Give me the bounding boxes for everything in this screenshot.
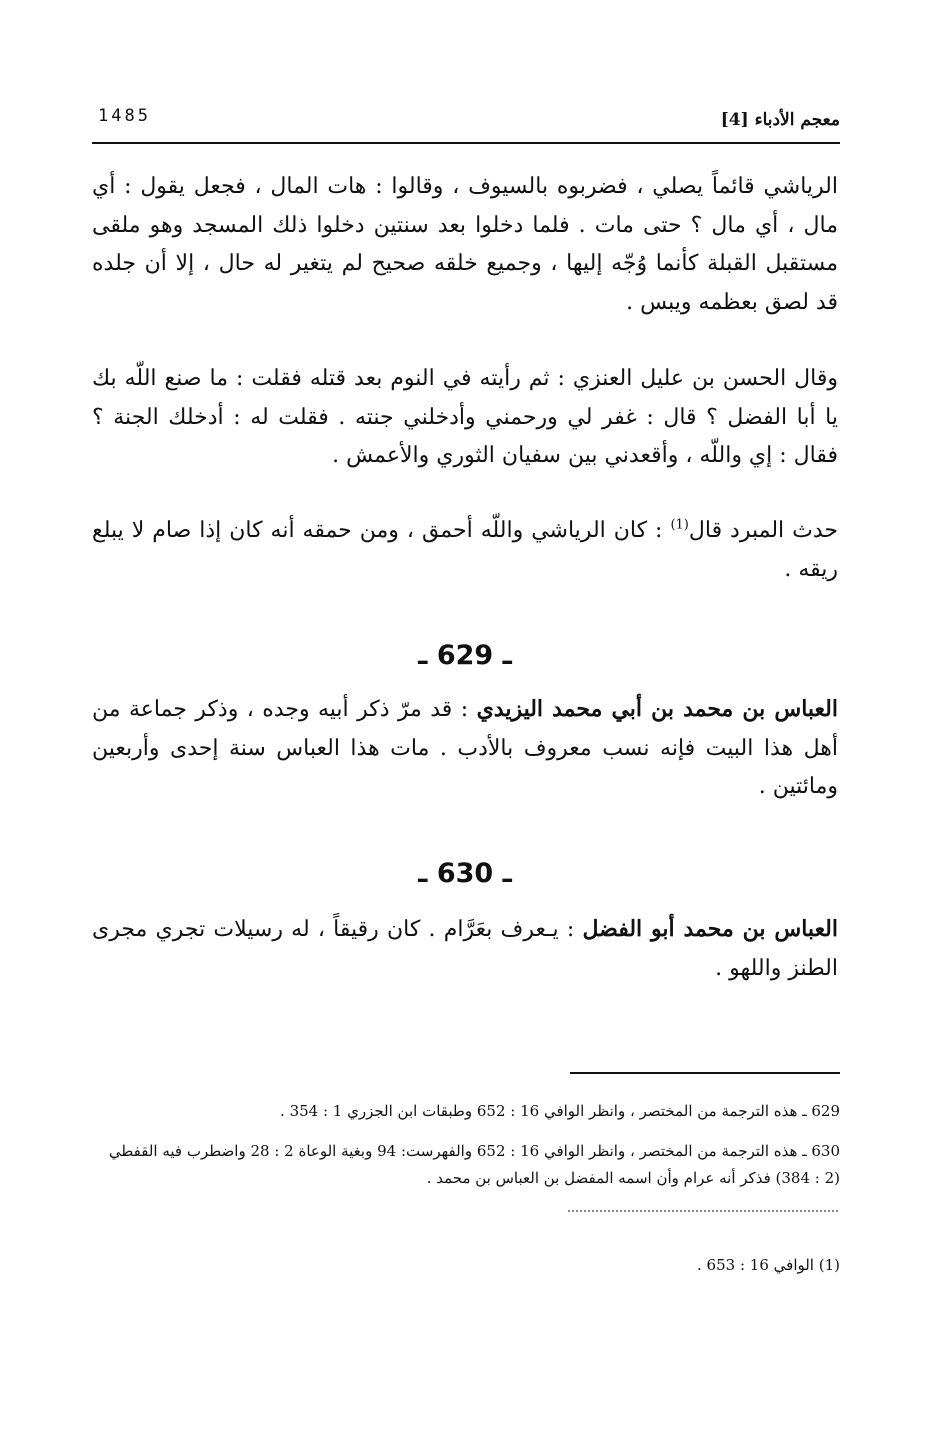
footnote-separator: [570, 1072, 840, 1074]
running-header: [92, 100, 840, 148]
header-rule: [92, 142, 840, 144]
entry-629-text: [92, 690, 838, 807]
entry-630-body: : يـعرف بعَرَّام . كان رقيقاً ، له رسيلات تجري مجرى الطنز واللهو .: [92, 917, 838, 981]
entry-630-name: العباس بن محمد أبو الفضل: [582, 916, 838, 942]
paragraph-dream: وقال الحسن بن عليل العنزي : ثم رأيته في النوم بعد قتله فقلت : ما صنع اللّه بك يا أبا الفضل ؟ قال : غفر لي ورحمني وأدخلني جنته . فقلت له : أدخلك الجنة ؟ فقال : إي واللّه ، وأقعدني بين سفيان الثوري والأعمش .: [92, 366, 839, 468]
book-title: معجم الأدباء [4]: [720, 110, 840, 130]
page-number: 1485: [98, 106, 151, 126]
footnote-629: 629 ـ هذه الترجمة من المختصر ، وانظر الوافي 16 : 652 وطبقات ابن الجزري 1 : 354 .: [280, 1102, 840, 1120]
entry-630-text: [92, 910, 838, 988]
footnote-630: 630 ـ هذه الترجمة من المختصر ، وانظر الوافي 16 : 652 والفهرست: 94 وبغية الوعاة 2 : 28 واضطرب فيه القفطي (2 : 384) فذكر أنه عرام وأن اسمه المفضل بن العباس بن محمد .: [108, 1142, 840, 1187]
paragraph-mubarrad: [92, 512, 838, 589]
entry-number-630: ـ 630 ـ: [418, 858, 512, 889]
footnote-1: (1) الوافي 16 : 653 .: [697, 1256, 840, 1274]
mubarrad-text-end: : كان الرياشي واللّه أحمق ، ومن حمقه أنه كان إذا صام لا يبلع ريقه .: [92, 518, 838, 582]
footnote-ref-1[interactable]: (1): [670, 517, 689, 533]
paragraph-continuation: الرياشي قائماً يصلي ، فضربوه بالسيوف ، وقالوا : هات المال ، فجعل يقول : أي مال ، أي مال ؟ حتى مات . فلما دخلوا بعد سنتين دخلوا ذلك المسجد وهو ملقى مستقبل القبلة كأنما وُجّه إليها ، وجميع خلقه صحيح لم يتغير له حال ، إلا أن جلده قد لصق بعظمه ويبس .: [92, 174, 838, 315]
footnote-dotted-separator: [568, 1210, 838, 1212]
entry-629-body: : قد مرّ ذكر أبيه وجده ، وذكر جماعة من أهل هذا البيت فإنه نسب معروف بالأدب . مات هذا العباس سنة إحدى وأربعين ومائتين .: [92, 697, 838, 799]
entry-number-629: ـ 629 ـ: [418, 640, 512, 671]
mubarrad-text-start: حدث المبرد قال: [688, 518, 838, 543]
entry-629-name: العباس بن محمد بن أبي محمد اليزيدي: [476, 696, 838, 722]
